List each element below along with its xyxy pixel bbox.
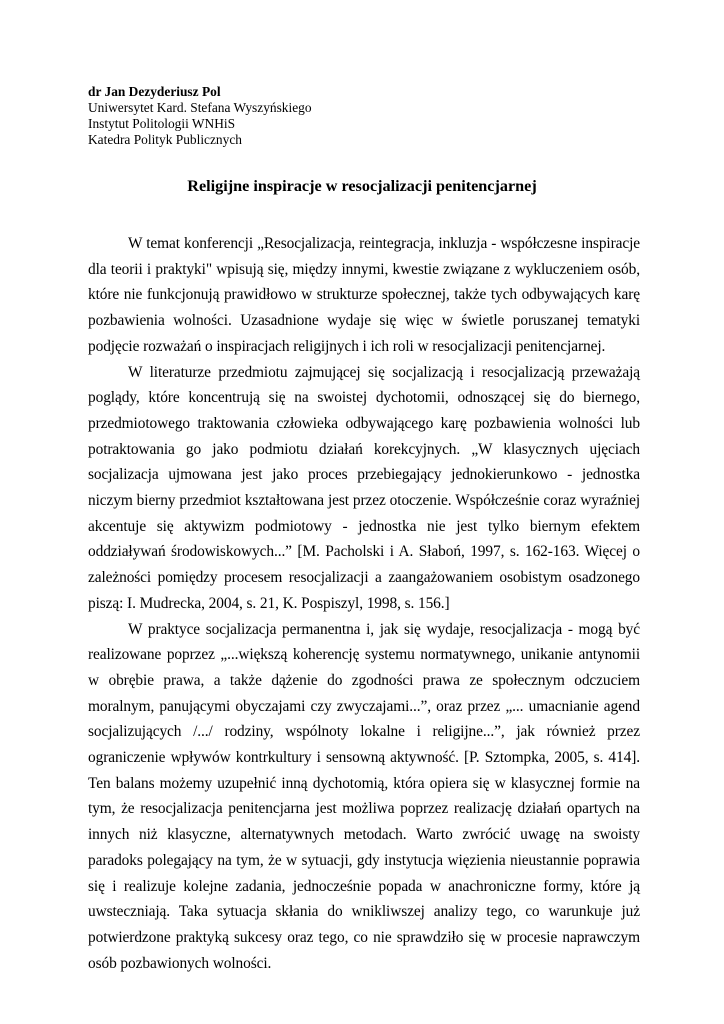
paragraph-2: W literaturze przedmiotu zajmującej się socjalizacją i resocjalizacją przeważają poglądy, które koncentrują się na swoistej dychotomii, odnoszącej się do biernego, przedmiotowego traktowania człowieka odbywającego karę pozbawienia wolności lub potraktowania go jako podmiotu działań korekcyjnych. „W klasycznych ujęciach socjalizacja ujmowana jest jako proces przebiegający jednokierunkowo - jednostka niczym bierny przedmiot kształtowana jest przez otoczenie. Współcześnie coraz wyraźniej akcentuje się aktywizm podmiotowy - jednostka nie jest tylko biernym efektem oddziaływań środowiskowych...” [M. Pacholski i A. Słaboń, 1997, s. 162-163. Więcej o zależności pomiędzy procesem resocjalizacji a zaangażowaniem osobistym osadzonego piszą: I. Mudrecka, 2004, s. 21, K. Pospiszyl, 1998, s. 156.] <box>88 363 640 612</box>
university-name: Uniwersytet Kard. Stefana Wyszyńskiego <box>88 100 312 115</box>
author-name: dr Jan Dezyderiusz Pol <box>88 84 221 99</box>
author-block <box>88 84 312 148</box>
paragraph-1: W temat konferencji „Resocjalizacja, reintegracja, inkluzja - współczesne inspiracje dla teorii i praktyki" wpisują się, między innymi, kwestie związane z wykluczeniem osób, które nie funkcjonują prawidłowo w strukturze społecznej, także tych odbywających karę pozbawienia wolności. Uzasadnione wydaje się więc w świetle poruszanej tematyki podjęcie rozważań o inspiracjach religijnych i ich roli w resocjalizacji penitencjarnej. <box>88 235 640 355</box>
paragraph-3: W praktyce socjalizacja permanentna i, jak się wydaje, resocjalizacja - mogą być realizowane poprzez „...większą koherencję systemu normatywnego, unikanie antynomii w obrębie prawa, a także dążenie do zgodności prawa ze społecznym odczuciem moralnym, panującymi obyczajami czy zwyczajami...”, oraz przez „... umacnianie agend socjalizujących /.../ rodziny, wspólnoty lokalne i religijne...”, jak również przez ograniczenie wpływów kontrkultury i sensowną aktywność. [P. Sztompka, 2005, s. 414]. Ten balans możemy uzupełnić inną dychotomią, która opiera się w klasycznej formie na tym, że resocjalizacja penitencjarna jest możliwa poprzez realizację działań opartych na innych niż klasyczne, alternatywnych metodach. Warto zwrócić uwagę na swoisty paradoks polegający na tym, że w sytuacji, gdy instytucja więzienia nieustannie poprawia się i realizuje kolejne zadania, jednocześnie popada w anachroniczne formy, które ją uwsteczniają. Taka sytuacja skłania do wnikliwszej analizy tego, co warunkuje już potwierdzone praktyką sukcesy oraz tego, co nie sprawdziło się w procesie naprawczym osób pozbawionych wolności. <box>88 620 640 972</box>
department-name: Katedra Polityk Publicznych <box>88 132 242 147</box>
institute-name: Instytut Politologii WNHiS <box>88 116 236 131</box>
document-body <box>88 231 640 976</box>
document-title: Religijne inspiracje w resocjalizacji penitencjarnej <box>187 177 537 195</box>
